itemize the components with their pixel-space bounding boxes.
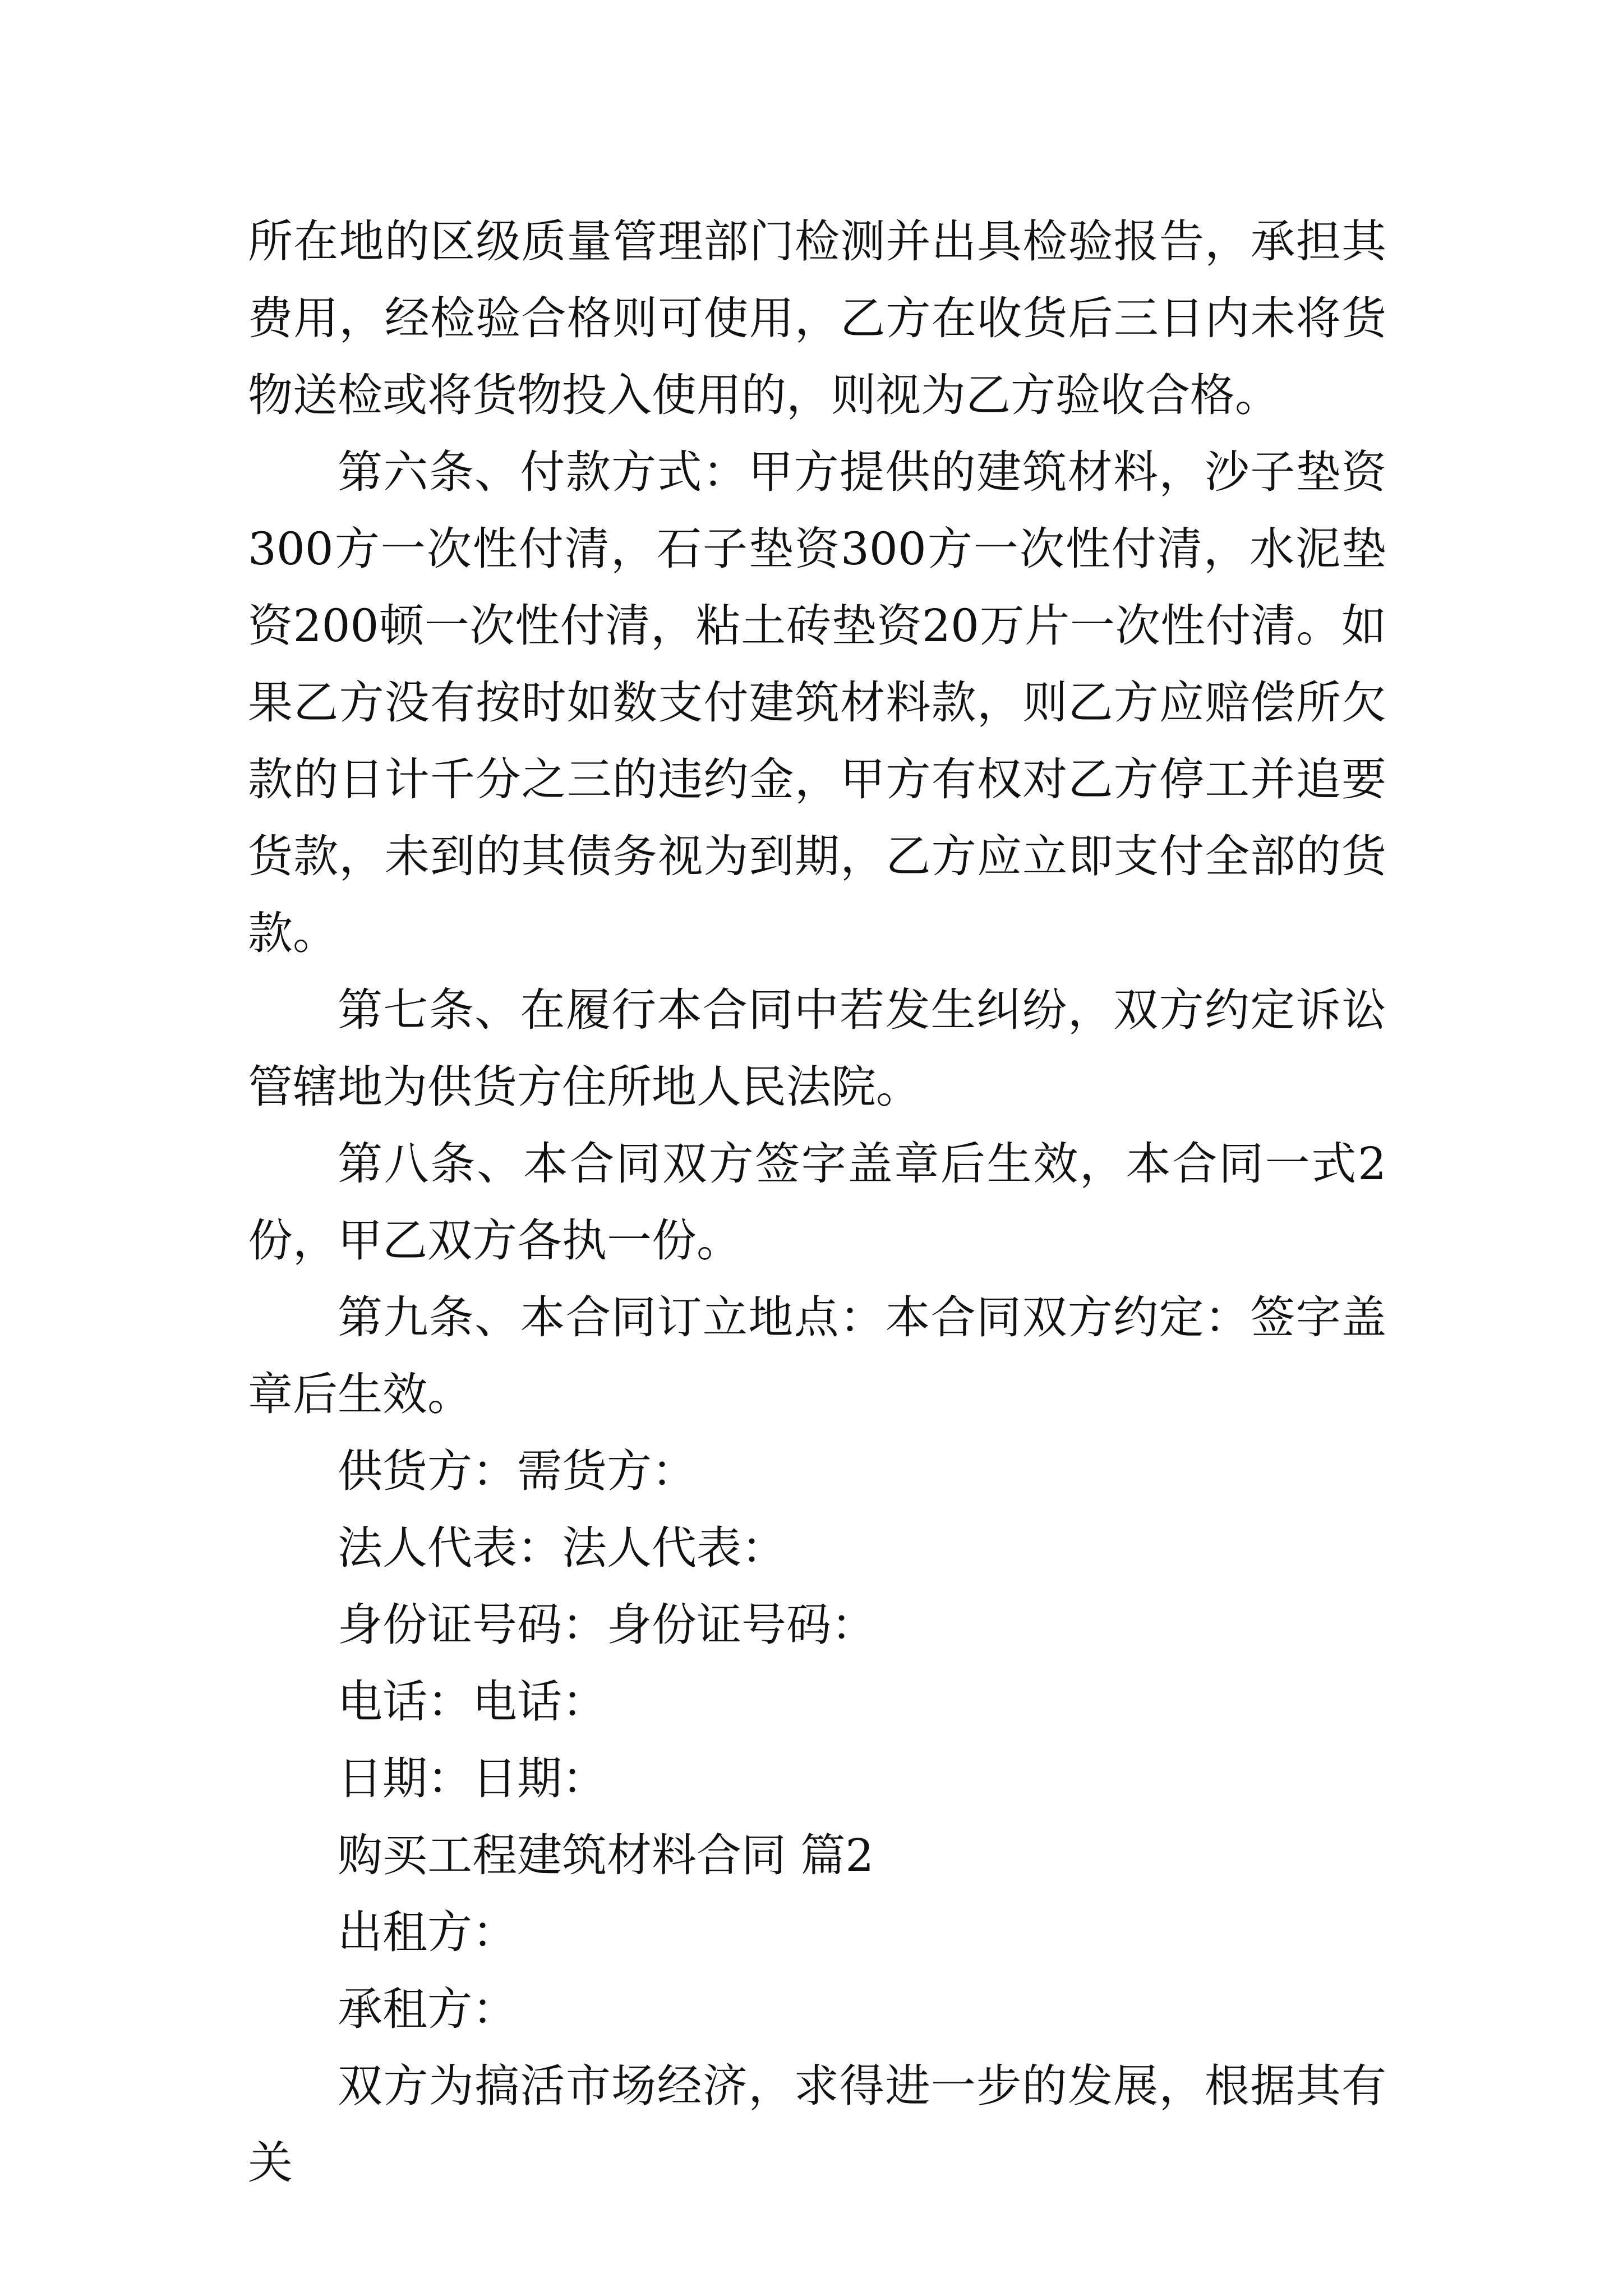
paragraph-article-7-disputes: 第七条、在履行本合同中若发生纠纷，双方约定诉讼管辖地为供货方住所地人民法院。 (248, 984, 1386, 1113)
party-line-lessor: 出租方： (338, 1906, 517, 1958)
signature-line-phone: 电话：电话： (338, 1676, 607, 1728)
paragraph-article-9-place: 第九条、本合同订立地点：本合同双方约定：签字盖章后生效。 (248, 1291, 1386, 1420)
signature-line-parties: 供货方：需货方： (338, 1445, 697, 1497)
paragraph-article-6-payment: 第六条、付款方式：甲方提供的建筑材料，沙子垫资300方一次性付清，石子垫资300方一次性付清，水泥垫资200顿一次性付清，粘土砖垫资20万片一次性付清。如果乙方没有按时如数支付建筑材料款，则乙方应赔偿所欠款的日计千分之三的违约金，甲方有权对乙方停工并追要货款，未到的其债务视为到期，乙方应立即支付全部的货款。 (248, 446, 1386, 959)
paragraph-article-8-effect: 第八条、本合同双方签字盖章后生效，本合同一式2份，甲乙双方各执一份。 (248, 1138, 1386, 1267)
document-body (248, 203, 1386, 2201)
party-line-lessee: 承租方： (338, 1983, 517, 2035)
signature-line-id-number: 身份证号码：身份证号码： (338, 1599, 876, 1651)
paragraph-inspection-continued: 所在地的区级质量管理部门检测并出具检验报告，承担其费用，经检验合格则可使用，乙方在收货后三日内未将货物送检或将货物投入使用的，则视为乙方验收合格。 (248, 215, 1386, 421)
signature-line-date: 日期：日期： (338, 1752, 607, 1805)
section-heading-contract-2: 购买工程建筑材料合同 篇2 (338, 1829, 874, 1881)
signature-line-legal-representative: 法人代表：法人代表： (338, 1522, 786, 1574)
paragraph-preamble: 双方为搞活市场经济，求得进一步的发展，根据其有关 (248, 2060, 1386, 2189)
